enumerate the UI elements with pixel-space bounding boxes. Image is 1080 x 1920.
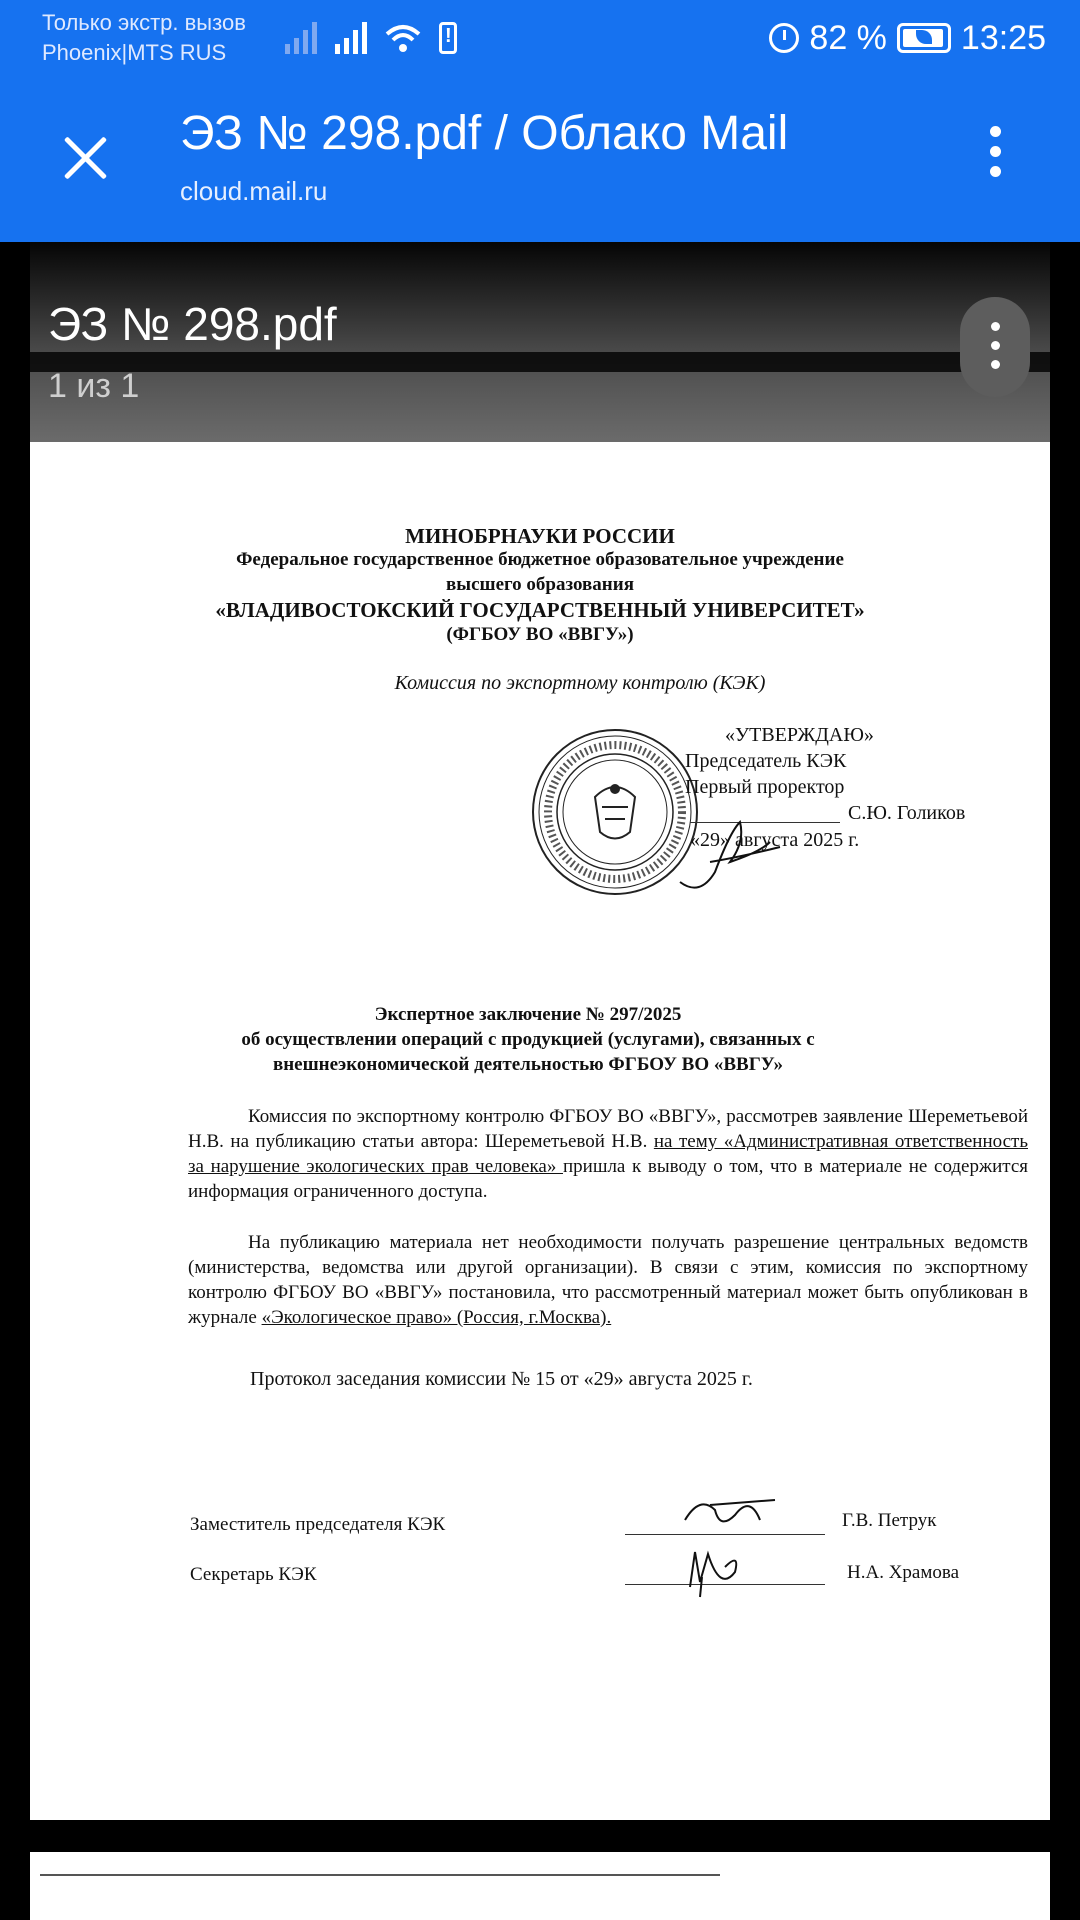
paragraph-2-text: На публикацию материала нет необходимости получать разрешение центральных ведомств (министерства, ведомства или другой организации). В связи с этим, комиссия по экспортному контролю ФГБОУ ВО «ВВГУ» постановила, что рассмотренный материал может быть опубликован в журнале — [188, 1232, 1028, 1328]
approver-name: С.Ю. Голиков — [848, 802, 966, 824]
conclusion-subtitle-2: внешнеэкономической деятельностью ФГБОУ ВО «ВВГУ» — [272, 1054, 784, 1075]
university-name: «ВЛАДИВОСТОКСКИЙ ГОСУДАРСТВЕННЫЙ УНИВЕРСИТЕТ» — [215, 598, 865, 622]
institution-line-1: Федеральное государственное бюджетное образовательное учреждение — [236, 549, 844, 570]
alarm-icon — [769, 23, 799, 53]
secretary-role: Секретарь КЭК — [190, 1564, 317, 1585]
paragraph-1-conclusion: пришла к выводу о том, что в материале не содержится информация ограниченного доступа. — [188, 1156, 1028, 1202]
paragraph-1-text: Комиссия по экспортному контролю ФГБОУ ВО «ВВГУ», рассмотрев заявление Шереметьевой Н.В. на публикацию статьи автора: Шереметьевой Н.В. — [188, 1106, 1028, 1152]
paragraph-2 — [188, 1230, 1028, 1330]
battery-icon — [897, 23, 951, 53]
viewer-header — [30, 242, 1050, 442]
secretary-signature-icon — [680, 1542, 770, 1602]
approval-date: «29» августа 2025 г. — [690, 829, 860, 851]
article-topic: на тему «Административная ответственность за нарушение экологических прав человека» — [188, 1131, 1028, 1177]
wifi-icon — [385, 22, 421, 54]
more-options-icon[interactable] — [980, 126, 1010, 186]
header-divider — [30, 352, 1050, 372]
deputy-chair-role: Заместитель председателя КЭК — [190, 1514, 446, 1535]
sim-alert-icon — [439, 22, 457, 54]
approver-title: Председатель КЭК — [685, 750, 847, 772]
carrier-info — [42, 8, 246, 68]
deputy-chair-name: Г.В. Петрук — [842, 1510, 937, 1531]
app-bar — [0, 76, 1080, 242]
next-page-preview — [30, 1852, 1050, 1920]
document-name: ЭЗ № 298.pdf — [48, 298, 337, 350]
status-bar — [0, 0, 1080, 76]
next-page-rule — [40, 1874, 720, 1876]
institution-line-2: высшего образования — [446, 574, 634, 595]
protocol-line: Протокол заседания комиссии № 15 от «29» августа 2025 г. — [250, 1368, 753, 1390]
ministry-heading: МИНОБРНАУКИ РОССИИ — [405, 524, 675, 548]
page-indicator: 1 из 1 — [48, 367, 140, 405]
approver-signature-icon — [670, 802, 790, 902]
emergency-calls-text: Только экстр. вызов — [42, 10, 246, 35]
approve-label: «УТВЕРЖДАЮ» — [725, 724, 874, 746]
paragraph-1 — [188, 1104, 1028, 1204]
signal-sim2-icon — [335, 20, 367, 54]
page-title: ЭЗ № 298.pdf / Облако Mail — [180, 107, 789, 160]
carrier-name: Phoenix|MTS RUS — [42, 40, 227, 65]
page-url: cloud.mail.ru — [180, 176, 328, 206]
approver-position: Первый проректор — [685, 776, 845, 798]
journal-name: «Экологическое право» (Россия, г.Москва). — [261, 1307, 612, 1328]
close-icon[interactable] — [55, 128, 115, 188]
battery-percent: 82 % — [809, 18, 887, 57]
university-abbr: (ФГБОУ ВО «ВВГУ») — [446, 624, 634, 645]
signal-sim1-icon — [285, 20, 317, 54]
secretary-name: Н.А. Храмова — [847, 1562, 960, 1583]
signal-icons — [285, 14, 457, 54]
pdf-viewer[interactable] — [30, 242, 1050, 1920]
status-right — [769, 10, 1046, 66]
deputy-signature-icon — [680, 1490, 790, 1540]
clock: 13:25 — [960, 18, 1046, 57]
conclusion-subtitle-1: об осуществлении операций с продукцией (услугами), связанных с — [241, 1029, 815, 1050]
viewer-menu-button[interactable] — [960, 297, 1030, 397]
commission-name: Комиссия по экспортному контролю (КЭК) — [394, 672, 766, 694]
conclusion-title: Экспертное заключение № 297/2025 — [374, 1004, 682, 1025]
document-page — [30, 442, 1050, 1820]
